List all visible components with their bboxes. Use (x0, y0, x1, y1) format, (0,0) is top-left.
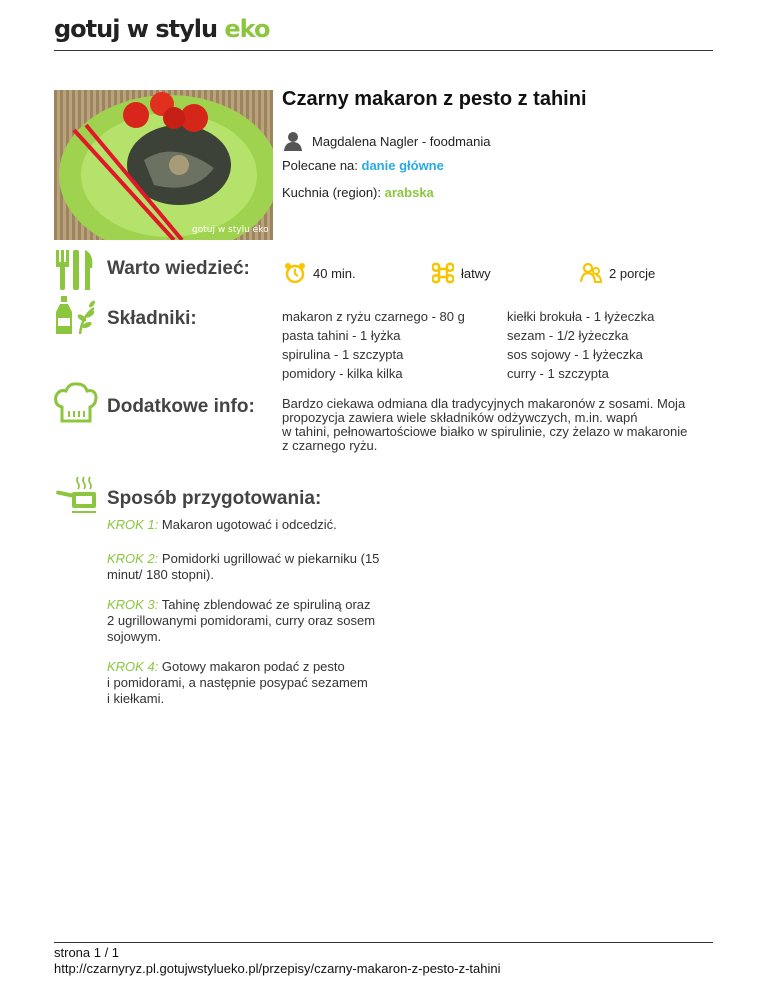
step-text: minut/ 180 stopni). (107, 567, 214, 582)
step-text: Gotowy makaron podać z pesto (161, 659, 345, 674)
cuisine-row (282, 185, 434, 200)
ingredients-column-1 (282, 307, 465, 383)
ingredient-item: pasta tahini - 1 łyżka (282, 328, 401, 343)
cuisine-label: Kuchnia (region): (282, 185, 385, 200)
page-number: strona 1 / 1 (54, 945, 120, 960)
site-logo (54, 14, 270, 44)
step-text: Makaron ugotować i odcedzić. (161, 517, 337, 532)
photo-watermark: gotuj w stylu eko (192, 225, 269, 235)
step-label: KROK 1: (107, 517, 159, 532)
recipe-title: Czarny makaron z pesto z tahini (282, 88, 587, 110)
extra-info-line: w tahini, pełnowartościowe białko w spirulinie, czy żelazo w makaronie (282, 424, 688, 439)
step-4 (107, 659, 407, 707)
time-info (284, 262, 356, 284)
bottle-herb-icon (54, 294, 98, 338)
footer-divider (54, 942, 713, 943)
recommended-link[interactable]: danie główne (361, 158, 444, 173)
source-url[interactable]: http://czarnyryz.pl.gotujwstylueko.pl/przepisy/czarny-makaron-z-pesto-z-tahini (54, 961, 501, 976)
servings-info (580, 262, 655, 284)
servings-value: 2 porcje (609, 265, 656, 281)
author-row (282, 130, 491, 152)
ingredient-item: sezam - 1/2 łyżeczka (507, 328, 629, 343)
step-1 (107, 517, 407, 533)
command-key-icon (432, 262, 454, 284)
people-icon (580, 262, 602, 284)
ingredient-item: curry - 1 szczypta (507, 366, 609, 381)
logo-text-eko: eko (224, 15, 270, 43)
section-worth-knowing: Warto wiedzieć: (107, 258, 250, 279)
author-name[interactable]: Magdalena Nagler - foodmania (312, 133, 491, 149)
difficulty-value: łatwy (461, 265, 491, 281)
step-text: sojowym. (107, 629, 162, 644)
section-ingredients: Składniki: (107, 308, 197, 329)
step-text: i kiełkami. (107, 691, 165, 706)
extra-info-line: propozycja zawiera wiele składników odżywczych, m.in. wapń (282, 410, 638, 425)
cooking-pot-icon (54, 475, 98, 519)
ingredient-item: pomidory - kilka kilka (282, 366, 403, 381)
user-icon (282, 130, 304, 152)
recipe-photo (54, 90, 273, 240)
step-text: Pomidorki ugrillować w piekarniku (15 (161, 551, 380, 566)
step-3 (107, 597, 407, 645)
logo-text-main: gotuj w stylu (54, 15, 225, 43)
step-text: i pomidorami, a następnie posypać sezamem (107, 675, 368, 690)
section-preparation: Sposób przygotowania: (107, 488, 322, 509)
difficulty-info (432, 262, 491, 284)
alarm-clock-icon (284, 262, 306, 284)
time-value: 40 min. (313, 265, 356, 281)
ingredient-item: spirulina - 1 szczypta (282, 347, 404, 362)
step-label: KROK 3: (107, 597, 159, 612)
step-2 (107, 551, 407, 583)
ingredients-column-2 (507, 307, 654, 383)
header-divider (54, 50, 713, 51)
cuisine-link[interactable]: arabska (384, 185, 434, 200)
recommended-row (282, 158, 444, 173)
cutlery-icon (54, 248, 98, 292)
step-text: 2 ugrillowanymi pomidorami, curry oraz sosem (107, 613, 376, 628)
ingredient-item: sos sojowy - 1 łyżeczka (507, 347, 643, 362)
extra-info-line: z czarnego ryżu. (282, 438, 378, 453)
chef-hat-icon (54, 381, 98, 425)
ingredient-item: kiełki brokuła - 1 łyżeczka (507, 309, 655, 324)
step-label: KROK 2: (107, 551, 159, 566)
step-text: Tahinę zblendować ze spiruliną oraz (161, 597, 371, 612)
recommended-label: Polecane na: (282, 158, 362, 173)
extra-info-line: Bardzo ciekawa odmiana dla tradycyjnych makaronów z sosami. Moja (282, 396, 686, 411)
section-extra-info: Dodatkowe info: (107, 396, 255, 417)
extra-info-text (282, 397, 712, 453)
step-label: KROK 4: (107, 659, 159, 674)
ingredient-item: makaron z ryżu czarnego - 80 g (282, 309, 465, 324)
